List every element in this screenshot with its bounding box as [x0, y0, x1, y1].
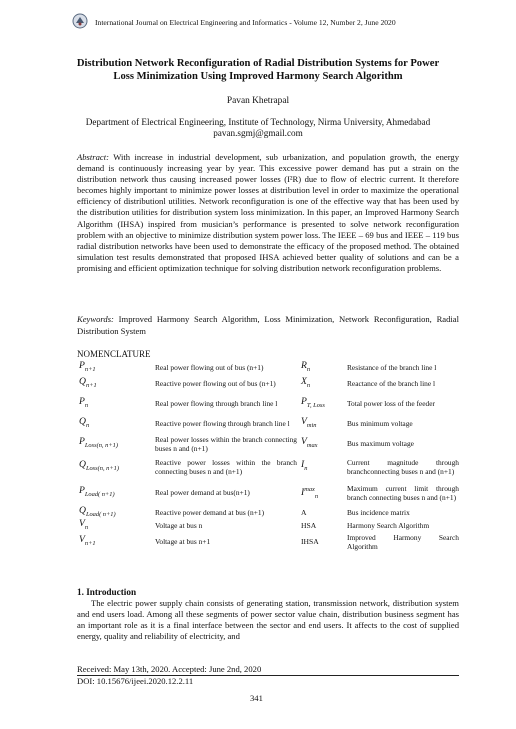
nomenclature-description: Bus minimum voltage	[347, 419, 413, 429]
page-number: 341	[250, 693, 263, 703]
nomenclature-symbol: $Q_n$	[79, 416, 90, 430]
nomenclature-symbol: $P_{T, Loss}$	[301, 396, 325, 410]
affiliation: Department of Electrical Engineering, Institute of Technology, Nirma University, Ahmedabad	[85, 117, 431, 127]
abstract	[77, 152, 459, 274]
nomenclature-description: Real power flowing out of bus (n+1)	[155, 362, 264, 372]
nomenclature-description: Reactive power losses within the branch connecting buses n and (n+1)	[155, 457, 297, 476]
nomenclature-symbol: $V_{max}$	[301, 436, 318, 450]
nomenclature-row	[77, 519, 461, 532]
nomenclature-row	[77, 414, 461, 434]
nomenclature-symbol: $Q_{n+1}$	[79, 376, 97, 390]
nomenclature-row	[77, 532, 461, 552]
nomenclature-symbol: $V_{n+1}$	[79, 534, 96, 548]
nomenclature-symbol: $Q_{Loss(n, n+1)}$	[79, 459, 120, 473]
author-name: Pavan Khetrapal	[226, 96, 290, 106]
abstract-text: With increase in industrial development, sub urbanization, and population growth, the energy demand is continuously increasing year by year. This excessive power demand has put a strain on the distribution network thus causing increased power losses (I²R) due to flow of electric current. It therefore becomes highly important to minimize power losses at distribution level in order to maximize the operational efficiency of distributionl utilities. Network reconfiguration is one of the effective way that has been used by the distribution utilities for distribution system loss minimization. In this paper, an Improved Harmony Search Algorithm (IHSA) inspired from musician’s performance is presented to solve network reconfiguration problem with an objective to minimize distribution system power loss. The IEEE – 69 bus and IEEE – 119 bus radial distribution networks have been used to demonstrate the efficacy of the proposed method. The obtained simulation test results demonstrated that proposed IHSA achieved better quality of solutions and can be a promising and efficient optimization technique for solving distribution network reconfiguration problems.	[77, 152, 459, 273]
nomenclature-description: Reactive power demand at bus (n+1)	[155, 507, 265, 517]
nomenclature-description: Resistance of the branch line l	[347, 362, 437, 372]
nomenclature-symbol: IHSA	[301, 537, 319, 547]
received-dates: Received: May 13th, 2020. Accepted: June 2nd, 2020	[77, 664, 262, 674]
journal-header: International Journal on Electrical Engineering and Informatics - Volume 12, Number 2, June 2020	[95, 18, 396, 27]
introduction-text: The electric power supply chain consists of generating station, transmission network, distribution system and end users load. Among all these segments of power sector value chain, distribution business segment has an important role as it is a final interface between the sector and end users. It affects to the cost of supplied energy, quality and reliability of electricity, and	[77, 598, 459, 642]
section-heading-introduction: 1. Introduction	[77, 587, 137, 597]
nomenclature-description: Bus incidence matrix	[347, 507, 410, 517]
nomenclature-symbol: $P_{n+1}$	[79, 360, 96, 373]
nomenclature-symbol: $P_{Load( n+1)}$	[79, 485, 115, 499]
nomenclature-symbol: $Q_{Load( n+1)}$	[79, 504, 116, 518]
nomenclature-row	[77, 506, 461, 519]
nomenclature-symbol: $X_n$	[301, 376, 311, 390]
nomenclature-symbol: $P_n$	[79, 396, 89, 410]
nomenclature-symbol: $I_n$	[301, 459, 308, 473]
nomenclature-symbol: $I^{max}_n$	[301, 485, 319, 500]
nomenclature-description: Voltage at bus n	[155, 520, 203, 530]
paper-title: Distribution Network Reconfiguration of Radial Distribution Systems for Power Loss Minimization Using Improved Harmony Search Algorithm	[76, 58, 440, 82]
nomenclature-description: Bus maximum voltage	[347, 439, 414, 449]
journal-logo-icon	[72, 13, 88, 29]
abstract-label: Abstract:	[77, 152, 109, 162]
nomenclature-description: Real power flowing through branch line l	[155, 399, 278, 409]
nomenclature-symbol: $P_{Loss(n, n+1)}$	[79, 436, 118, 450]
nomenclature-symbol: HSA	[301, 520, 317, 530]
affiliation-block	[60, 117, 456, 139]
nomenclature-symbol: A	[301, 507, 307, 517]
nomenclature-description: Real power losses within the branch connecting buses n and (n+1)	[155, 434, 297, 453]
keywords-label: Keywords:	[77, 314, 114, 324]
nomenclature-description: Reactive power flowing out of bus (n+1)	[155, 379, 276, 389]
nomenclature-row	[77, 394, 461, 414]
nomenclature-description: Total power loss of the feeder	[347, 399, 435, 409]
nomenclature-table	[77, 361, 461, 552]
nomenclature-row	[77, 454, 461, 480]
nomenclature-row	[77, 434, 461, 454]
nomenclature-row	[77, 374, 461, 394]
nomenclature-symbol: $R_n$	[301, 360, 311, 373]
nomenclature-description: Maximum current limit through branch connecting buses n and (n+1)	[347, 483, 459, 502]
email-link[interactable]: pavan.sgmj@gmail.com	[213, 128, 303, 138]
keywords-text: Improved Harmony Search Algorithm, Loss Minimization, Network Reconfiguration, Radial Distribution System	[77, 314, 459, 336]
nomenclature-description: Reactive power flowing through branch line l	[155, 419, 290, 429]
nomenclature-description: Improved Harmony Search Algorithm	[347, 532, 459, 551]
nomenclature-description: Voltage at bus n+1	[155, 537, 211, 547]
doi[interactable]: DOI: 10.15676/ijeei.2020.12.2.11	[77, 676, 194, 686]
nomenclature-description: Reactance of the branch line l	[347, 379, 436, 389]
nomenclature-symbol: $V_{min}$	[301, 416, 317, 430]
nomenclature-row	[77, 361, 461, 374]
nomenclature-symbol: $V_n$	[79, 517, 89, 531]
nomenclature-description: Harmony Search Algorithm	[347, 520, 430, 530]
nomenclature-row	[77, 480, 461, 506]
keywords	[77, 313, 459, 337]
nomenclature-description: Real power demand at bus(n+1)	[155, 488, 250, 498]
nomenclature-description: Current magnitude through branchconnecting buses n and (n+1)	[347, 457, 459, 476]
nomenclature-heading: NOMENCLATURE	[77, 349, 151, 359]
